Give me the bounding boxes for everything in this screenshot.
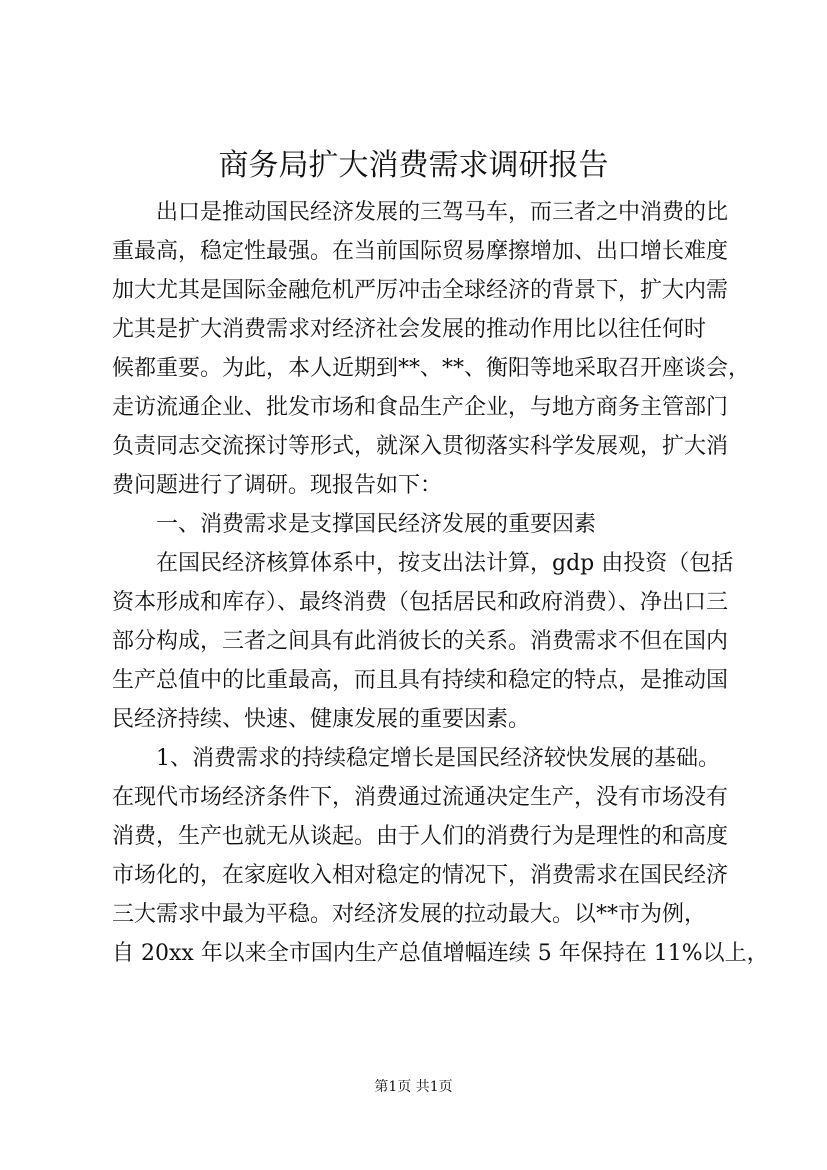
paragraph-line: 部分构成，三者之间具有此消彼长的关系。消费需求不但在国内: [112, 629, 729, 654]
paragraph-line: 费问题进行了调研。现报告如下：: [112, 473, 443, 498]
paragraph-line: 重最高，稳定性最强。在当前国际贸易摩擦增加、出口增长难度: [112, 239, 729, 264]
paragraph-line: 1、消费需求的持续稳定增长是国民经济较快发展的基础。: [156, 746, 720, 771]
paragraph-line: 民经济持续、快速、健康发展的重要因素。: [112, 707, 531, 732]
document-title: 商务局扩大消费需求调研报告: [218, 148, 609, 183]
page-number-footer: 第1页 共1页: [374, 1079, 453, 1095]
document-body: [112, 193, 769, 973]
paragraph-line: 候都重要。为此，本人近期到**、**、衡阳等地采取召开座谈会，: [112, 356, 751, 381]
paragraph-line: 自 20xx 年以来全市国内生产总值增幅连续 5 年保持在 11%以上，: [112, 941, 769, 966]
paragraph-line: 走访流通企业、批发市场和食品生产企业，与地方商务主管部门: [112, 395, 729, 420]
paragraph-line: 资本形成和库存）、最终消费（包括居民和政府消费）、净出口三: [112, 590, 729, 615]
paragraph-line: 生产总值中的比重最高，而且具有持续和稳定的特点，是推动国: [112, 668, 729, 693]
paragraph-line: 尤其是扩大消费需求对经济社会发展的推动作用比以往任何时: [112, 317, 707, 342]
section-heading: 一、消费需求是支撑国民经济发展的重要因素: [156, 512, 597, 537]
paragraph-line: 在国民经济核算体系中，按支出法计算，gdp 由投资（包括: [156, 551, 734, 576]
paragraph-line: 负责同志交流探讨等形式，就深入贯彻落实科学发展观，扩大消: [112, 434, 729, 459]
paragraph-line: 在现代市场经济条件下，消费通过流通决定生产，没有市场没有: [112, 785, 729, 810]
paragraph-line: 消费，生产也就无从谈起。由于人们的消费行为是理性的和高度: [112, 824, 729, 849]
paragraph-line: 加大尤其是国际金融危机严厉冲击全球经济的背景下，扩大内需: [112, 278, 729, 303]
paragraph-line: 出口是推动国民经济发展的三驾马车，而三者之中消费的比: [156, 200, 729, 225]
paragraph-line: 市场化的，在家庭收入相对稳定的情况下，消费需求在国民经济: [112, 863, 729, 888]
paragraph-line: 三大需求中最为平稳。对经济发展的拉动最大。以**市为例，: [112, 902, 707, 927]
